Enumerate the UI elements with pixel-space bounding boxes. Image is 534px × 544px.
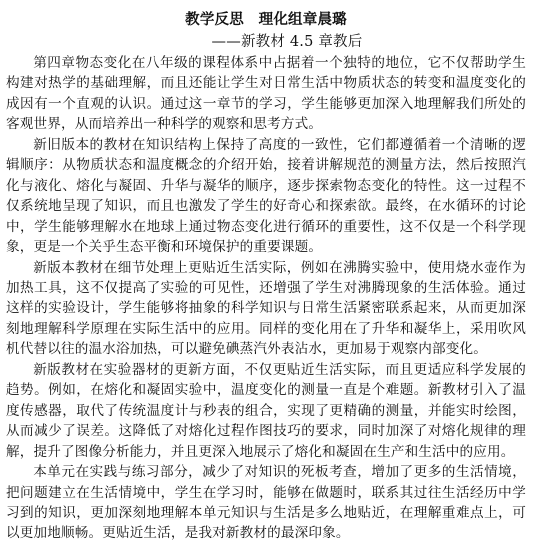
paragraph-5: 本单元在实践与练习部分，减少了对知识的死板考查，增加了更多的生活情境，把问题建立在生活情境中，学生在学习时，能够在做题时，联系其过往生活经历中学习到的知识，更加深刻地理解本单元知识与生活是多么地贴近，在理解重难点上，可以更加地顺畅。更贴近生活，是我对新教材的最深印象。 [6, 464, 526, 542]
paragraph-1: 第四章物态变化在八年级的课程体系中占据着一个独特的地位，它不仅帮助学生构建对热学的基础理解，而且还能让学生对日常生活中物质状态的转变和温度变化的成因有一个直观的认识。通过这一章节的学习，学生能够更加深入地理解我们所处的客观世界，从而培养出一种科学的观察和思考方式。 [6, 55, 526, 133]
paragraph-3: 新版本教材在细节处理上更贴近生活实际，例如在沸腾实验中，使用烧水壶作为加热工具，这不仅提高了实验的可见性，还增强了学生对沸腾现象的生活体验。通过这样的实验设计，学生能够将抽象的科学知识与日常生活紧密联系起来，从而更加深刻地理解科学原理在实际生活中的应用。同样的变化用在了升华和凝华上，采用吹风机代替以往的温水浴加热，可以避免碘蒸汽外表沾水，更加易于观察内部变化。 [6, 259, 526, 358]
paragraph-4: 新版教材在实验器材的更新方面，不仅更贴近生活实际，而且更适应科学发展的趋势。例如，在熔化和凝固实验中，温度变化的测量一直是个难题。新教材引入了温度传感器，取代了传统温度计与秒表的组合，实现了更精确的测量，并能实时绘图，从而减少了误差。这降低了对熔化过程作图技巧的要求，同时加深了对熔化规律的理解，提升了图像分析能力，并且更深入地展示了熔化和凝固在生产和生活中的应用。 [6, 361, 526, 460]
document-title: 教学反思 理化组章晨璐 [185, 11, 347, 28]
document-body [6, 53, 526, 544]
paragraph-2: 新旧版本的教材在知识结构上保持了高度的一致性，它们都遵循着一个清晰的逻辑顺序：从物质状态和温度概念的介绍开始，接着讲解规范的测量方法，然后按照汽化与液化、熔化与凝固、升华与凝华的顺序，逐步探索物态变化的特性。这一过程不仅系统地呈现了知识，而且也激发了学生的好奇心和探索欲。最终，在水循环的讨论中，学生能够理解水在地球上通过物态变化进行循环的重要性，这不仅是一个科学现象，更是一个关乎生态平衡和环境保护的重要课题。 [6, 136, 526, 256]
document-subtitle: ——新教材 4.5 章教后 [211, 34, 363, 50]
